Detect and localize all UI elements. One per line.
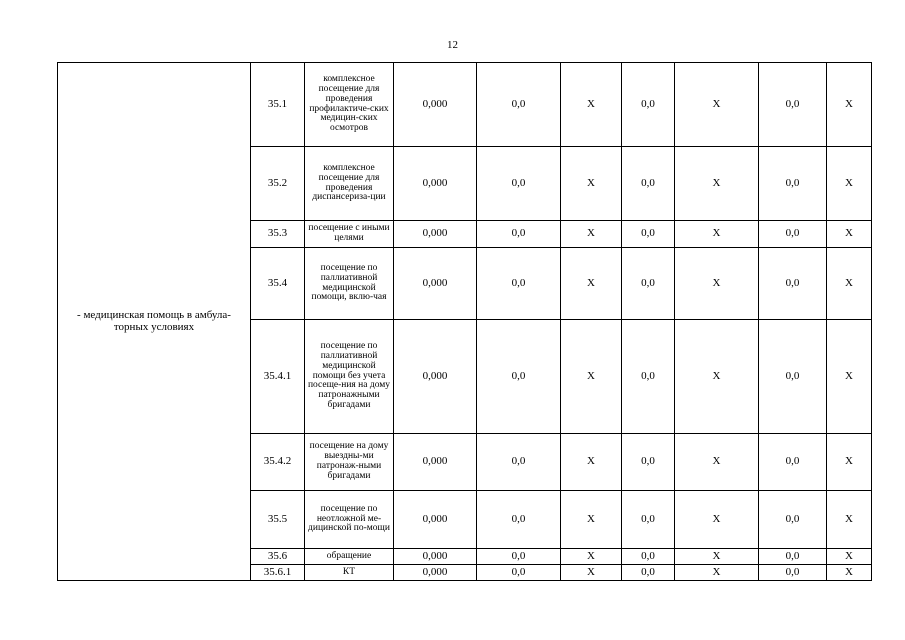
row-value: 0,0	[759, 549, 827, 565]
table-row	[58, 63, 872, 147]
row-value: Х	[675, 434, 759, 491]
row-value: Х	[675, 63, 759, 147]
row-value: 0,0	[622, 320, 675, 434]
row-value: Х	[827, 63, 872, 147]
row-value: Х	[675, 549, 759, 565]
row-value: Х	[561, 221, 622, 248]
row-code: 35.1	[251, 63, 305, 147]
row-value: 0,0	[622, 63, 675, 147]
row-value: 0,0	[622, 147, 675, 221]
row-value: Х	[675, 491, 759, 549]
row-value: 0,0	[477, 221, 561, 248]
data-table	[57, 62, 872, 581]
row-value: Х	[827, 491, 872, 549]
row-value: 0,0	[759, 320, 827, 434]
row-value: 0,000	[394, 63, 477, 147]
row-value: 0,000	[394, 491, 477, 549]
row-value: Х	[675, 147, 759, 221]
row-value: 0,000	[394, 221, 477, 248]
row-value: 0,0	[759, 248, 827, 320]
row-value: 0,000	[394, 147, 477, 221]
row-value: 0,0	[759, 565, 827, 581]
row-value: 0,0	[477, 147, 561, 221]
row-name: комплексное посещение для проведения профилактиче-ских медицин-ских осмотров	[305, 63, 394, 147]
row-code: 35.6	[251, 549, 305, 565]
row-value: Х	[561, 549, 622, 565]
row-value: 0,0	[759, 63, 827, 147]
row-value: Х	[827, 221, 872, 248]
row-value: 0,0	[477, 565, 561, 581]
row-value: 0,0	[477, 434, 561, 491]
row-value: Х	[827, 565, 872, 581]
row-value: Х	[561, 434, 622, 491]
row-value: 0,0	[759, 147, 827, 221]
row-value: 0,000	[394, 248, 477, 320]
row-name: посещение по паллиативной медицинской помощи без учета посеще-ния на дому патронажными бригадами	[305, 320, 394, 434]
row-name: КТ	[305, 565, 394, 581]
row-value: Х	[561, 63, 622, 147]
row-value: 0,0	[477, 320, 561, 434]
row-value: 0,0	[759, 434, 827, 491]
section-label: - медицинская помощь в амбула-торных условиях	[58, 63, 251, 581]
row-code: 35.2	[251, 147, 305, 221]
row-value: 0,0	[622, 221, 675, 248]
row-value: 0,0	[622, 248, 675, 320]
row-value: Х	[675, 248, 759, 320]
row-value: Х	[561, 320, 622, 434]
row-value: 0,0	[477, 248, 561, 320]
row-value: 0,0	[759, 221, 827, 248]
row-value: Х	[675, 565, 759, 581]
row-code: 35.4.1	[251, 320, 305, 434]
page-number: 12	[447, 39, 458, 51]
row-value: 0,0	[622, 549, 675, 565]
row-value: 0,0	[477, 549, 561, 565]
row-name: посещение на дому выездны-ми патронаж-ными бригадами	[305, 434, 394, 491]
row-value: 0,0	[622, 434, 675, 491]
row-value: Х	[827, 147, 872, 221]
row-value: 0,0	[477, 63, 561, 147]
row-value: Х	[561, 491, 622, 549]
row-code: 35.5	[251, 491, 305, 549]
row-name: комплексное посещение для проведения диспансериза-ции	[305, 147, 394, 221]
row-name: посещение по неотложной ме-дицинской по-мощи	[305, 491, 394, 549]
row-value: Х	[675, 221, 759, 248]
row-value: Х	[675, 320, 759, 434]
row-value: 0,000	[394, 549, 477, 565]
row-code: 35.3	[251, 221, 305, 248]
row-value: Х	[561, 565, 622, 581]
row-value: 0,0	[477, 491, 561, 549]
row-value: 0,000	[394, 320, 477, 434]
row-value: 0,0	[759, 491, 827, 549]
row-name: посещение с иными целями	[305, 221, 394, 248]
row-value: 0,000	[394, 434, 477, 491]
table-body	[58, 63, 872, 581]
row-value: Х	[827, 248, 872, 320]
row-value: Х	[827, 549, 872, 565]
row-code: 35.4.2	[251, 434, 305, 491]
row-code: 35.4	[251, 248, 305, 320]
row-value: Х	[561, 147, 622, 221]
row-value: Х	[561, 248, 622, 320]
row-name: обращение	[305, 549, 394, 565]
row-value: 0,000	[394, 565, 477, 581]
row-value: Х	[827, 434, 872, 491]
row-name: посещение по паллиативной медицинской помощи, вклю-чая	[305, 248, 394, 320]
row-value: Х	[827, 320, 872, 434]
row-value: 0,0	[622, 565, 675, 581]
row-code: 35.6.1	[251, 565, 305, 581]
row-value: 0,0	[622, 491, 675, 549]
